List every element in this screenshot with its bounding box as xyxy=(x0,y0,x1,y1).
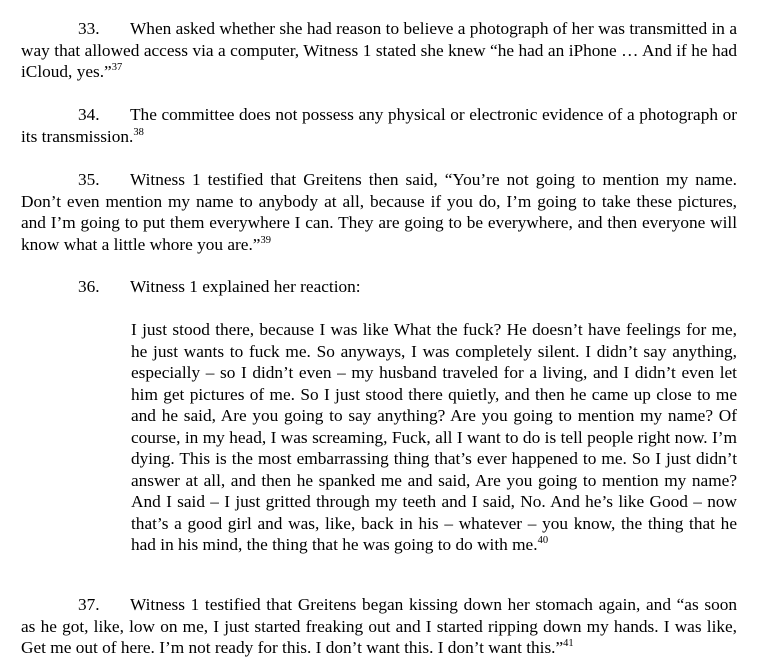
paragraph-34 xyxy=(21,104,737,147)
paragraph-number: 33. xyxy=(78,19,100,38)
paragraph-text: Witness 1 explained her reaction: xyxy=(130,277,361,296)
paragraph-35 xyxy=(21,169,737,255)
footnote-ref: 40 xyxy=(537,535,549,546)
paragraph-number: 36. xyxy=(78,277,100,296)
paragraph-33 xyxy=(21,18,737,83)
paragraph-text: When asked whether she had reason to believe a photograph of her was transmitted in a way that allowed access via a computer, Witness 1 stated she knew “he had an iPhone … And if he had iCloud, yes.” xyxy=(21,19,737,81)
paragraph-number: 35. xyxy=(78,170,100,189)
paragraph-text: Witness 1 testified that Greitens began kissing down her stomach again, and “as soon as he got, like, low on me, I just started freaking out and I started ripping down my hands. I was like, Get me out of here. I’m not ready for this. I don’t want this. I don’t want this.” xyxy=(21,595,737,657)
paragraph-36 xyxy=(21,276,737,298)
paragraph-number: 34. xyxy=(78,105,100,124)
paragraph-number: 37. xyxy=(78,595,100,614)
paragraph-text: Witness 1 testified that Greitens then said, “You’re not going to mention my name. Don’t even mention my name to anybody at all, because if you do, I’m going to take these pictures, and I’m going to put them everywhere I can. They are going to be everywhere, and then everyone will know what a little whore you are.” xyxy=(21,170,737,254)
footnote-ref: 41 xyxy=(563,638,574,649)
footnote-ref: 38 xyxy=(133,126,144,138)
footnote-ref: 37 xyxy=(111,62,123,73)
block-quote-text: I just stood there, because I was like What the fuck? He doesn’t have feelings for me, he just wants to fuck me. So anyways, I was completely silent. I didn’t say anything, especially – so I didn’t even – my husband traveled for a living, and I didn’t even let him get pictures of me. So I just stood there quietly, and then he came up close to me and he said, Are you going to say anything? Are you going to mention my name? Of course, in my head, I was screaming, Fuck, all I want to do is tell people right now. I’m dying. This is the most embarrassing thing that’s ever happened to me. So I just didn’t answer at all, and then he spanked me and said, Are you going to mention my name? And I said – I just gritted through my teeth and I said, No. And he’s like Good – now that’s a good girl and was, like, back in his – whatever – you know, the thing that he had in his mind, the thing that he was going to do with me. xyxy=(131,320,737,554)
block-quote xyxy=(131,319,737,556)
footnote-ref: 39 xyxy=(260,234,271,246)
paragraph-text: The committee does not possess any physical or electronic evidence of a photograph or its transmission. xyxy=(21,105,737,146)
paragraph-37 xyxy=(21,594,737,659)
